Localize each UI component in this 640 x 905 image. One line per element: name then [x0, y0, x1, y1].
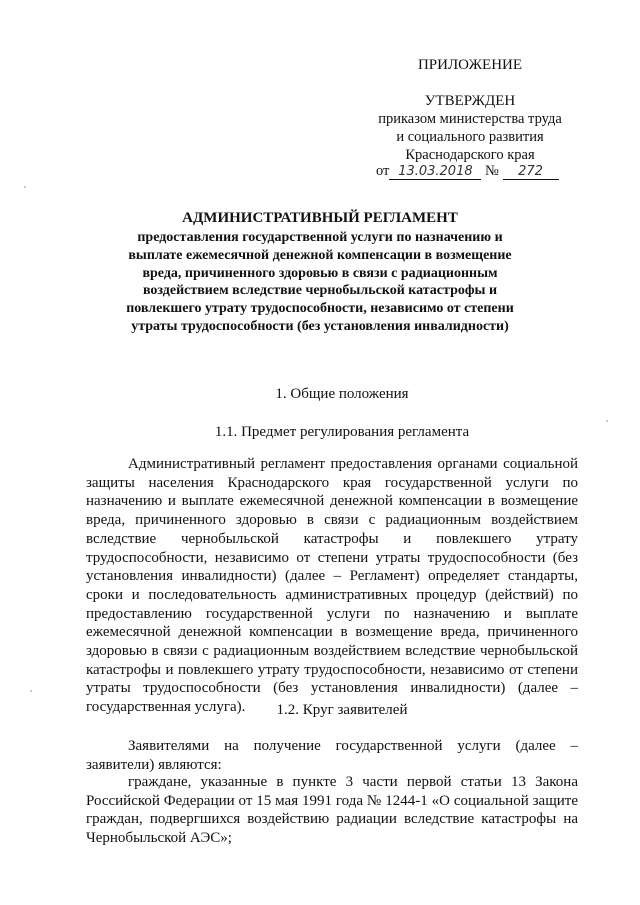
paragraph-regulation-subject: Административный регламент предоставления органами социальной защиты населения Краснодарского края государственной услуги по назначению и выплате ежемесячной денежной компенсации в возмещение вреда, причиненного здоровью в связи с радиационным воздействием вследствие чернобыльской катастрофы и повлекшего утрату трудоспособности, независимо от степени утраты трудоспособности (без установления инвалидности) (далее – Регламент) определяет стандарты, сроки и последовательность административных процедур (действий) по предоставлению государственной услуги по назначению и выплате ежемесячной денежной компенсации в возмещение вреда, причиненного здоровью в связи с радиационным воздействием вследствие чернобыльской катастрофы и повлекшего утрату трудоспособности, независимо от степени утраты трудоспособности (без установления инвалидности) (далее – государственная услуга). [86, 456, 578, 716]
document-subtitle: предоставления государственной услуги по назначению и выплате ежемесячной денежной компенсации в возмещение вреда, причиненного здоровью в связи с радиационным воздействием вследствие чернобыльской катастрофы и повлекшего утрату трудоспособности, независимо от степени утраты трудоспособности (без установления инвалидности) [126, 230, 514, 334]
subsection-heading-applicants: 1.2. Круг заявителей [276, 702, 408, 718]
approved-label: УТВЕРЖДЕН [424, 93, 516, 109]
approval-date-line [376, 163, 576, 180]
order-line-2: и социального развития [396, 129, 544, 145]
document-title: АДМИНИСТРАТИВНЫЙ РЕГЛАМЕНТ [182, 210, 458, 226]
scan-speck [24, 186, 26, 188]
paragraph-applicants-intro: Заявителями на получение государственной услуги (далее – заявители) являются: [86, 738, 578, 773]
handwritten-date: 13.03.2018 [389, 164, 481, 180]
order-line-3: Краснодарского края [405, 147, 535, 163]
order-line-1: приказом министерства труда [378, 111, 562, 127]
appendix-label: ПРИЛОЖЕНИЕ [417, 57, 523, 73]
subsection-heading-subject: 1.1. Предмет регулирования регламента [214, 424, 470, 440]
handwritten-number: 272 [503, 164, 559, 180]
scan-speck [30, 690, 32, 692]
paragraph-applicants-citizens: граждане, указанные в пункте 3 части первой статьи 13 Закона Российской Федерации от 15 мая 1991 года № 1244-1 «О социальной защите граждан, подвергшихся воздействию радиации вследствие катастрофы на Чернобыльской АЭС»; [86, 774, 578, 847]
date-prefix: от [376, 163, 390, 179]
number-prefix: № [485, 163, 499, 179]
scan-speck [606, 420, 608, 422]
section-heading-general: 1. Общие положения [275, 386, 409, 402]
